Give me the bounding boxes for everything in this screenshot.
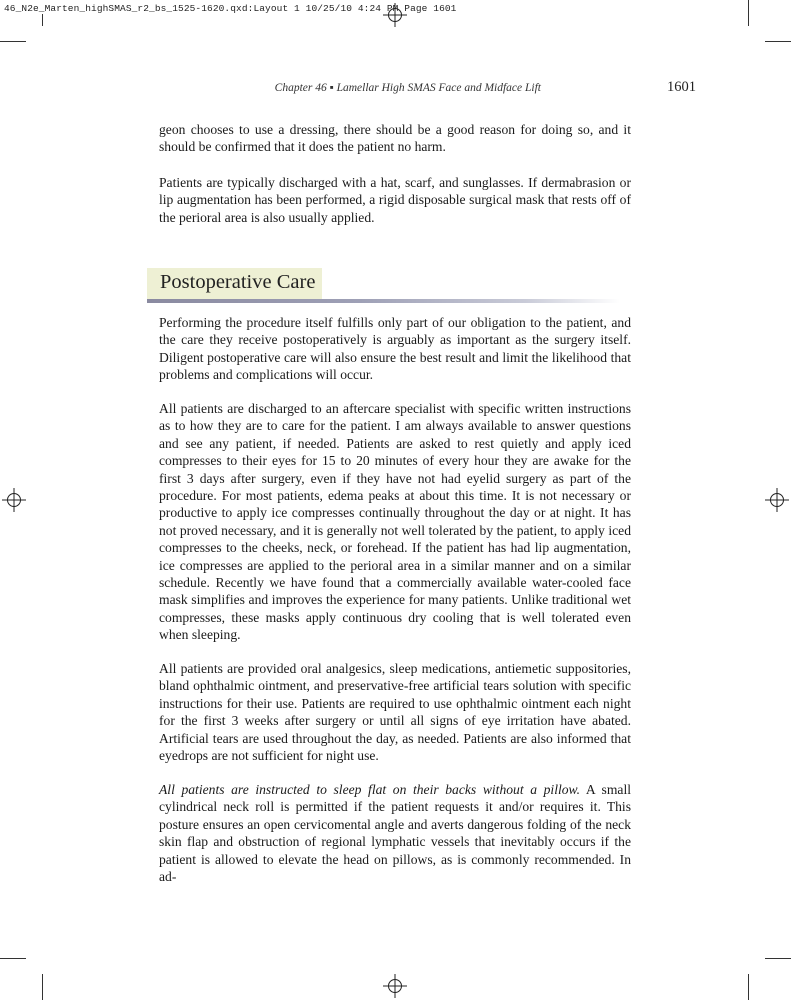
section-heading-rule [147,299,620,303]
registration-mark-right [765,488,789,512]
crop-mark-top-right-vertical [748,0,749,26]
crop-mark-bottom-right-horizontal [765,958,791,959]
paragraph-postoperative-2: All patients are discharged to an aftercare specialist with specific written instructions as to how they are to care for the patient. I am always available to answer questions and see any patient, if needed. Patients are asked to rest quietly and apply iced compresses to their eyes for 15 to 20 minutes of every hour they are awake for the first 3 days after surgery, even if they have not had eyelid surgery as part of the procedure. For most patients, edema peaks at about this time. It is not necessary or productive to apply ice compresses continually throughout the day or at night. It has not proved necessary, and it is generally not well tolerated by the patient, to apply iced compresses to the cheeks, neck, or forehead. If the patient has had lip augmentation, ice compresses are applied to the perioral area in a similar manner and on a similar schedule. Recently we have found that a commercially available water-cooled face mask simplifies and improves the experience for many patients. Unlike traditional wet compresses, these masks apply continuous dry cooling that is well tolerated even when sleeping. [159,401,631,643]
crop-mark-top-left-horizontal [0,41,26,42]
registration-mark-top [383,3,407,27]
italic-instruction: All patients are instructed to sleep flat on their backs without a pillow. [159,782,581,797]
section-heading: Postoperative Care [160,271,316,293]
paragraph-postoperative-4 [159,781,631,885]
paragraph-discharge: Patients are typically discharged with a hat, scarf, and sunglasses. If dermabrasion or lip augmentation has been performed, a rigid disposable surgical mask that rests off of the perioral area is also usually applied. [159,175,631,225]
registration-mark-left [2,488,26,512]
crop-mark-top-left-vertical [42,14,43,26]
paragraph-postoperative-3: All patients are provided oral analgesics, sleep medications, antiemetic suppositories, bland ophthalmic ointment, and preservative-free artificial tears solution with specific instructions for their use. Patients are required to use ophthalmic ointment each night for the first 3 weeks after surgery or until all signs of eye irritation have abated. Artificial tears are used throughout the day, as needed. Patients are also informed that eyedrops are not sufficient for night use. [159,661,631,764]
crop-mark-bottom-left-horizontal [0,958,26,959]
crop-mark-bottom-left-vertical [42,974,43,1000]
registration-mark-bottom [383,974,407,998]
crop-mark-top-right-horizontal [765,41,791,42]
paragraph-continued: geon chooses to use a dressing, there should be a good reason for doing so, and it should be confirmed that it does the patient no harm. [159,122,631,155]
crop-mark-bottom-right-vertical [748,974,749,1000]
paragraph-postoperative-1: Performing the procedure itself fulfills only part of our obligation to the patient, and the care they receive postoperatively is arguably as important as the surgery itself. Diligent postoperative care will also ensure the best result and limit the likelihood that problems and complications will occur. [159,315,631,383]
running-head: Chapter 46 ▪ Lamellar High SMAS Face and Midface Lift [274,82,541,94]
print-slug-line: 46_N2e_Marten_highSMAS_r2_bs_1525-1620.qxd:Layout 1 10/25/10 4:24 PM Page 1601 [4,3,457,14]
paragraph-postoperative-4-rest: A small cylindrical neck roll is permitted if the patient requests it and/or requires it. This posture ensures an open cervicomental angle and averts dangerous folding of the neck skin flap and obstruction of regional lymphatic vessels that inevitably occurs if the patient is allowed to elevate the head on pillows, as is commonly recommended. In ad- [159,782,631,885]
page-number: 1601 [667,79,696,95]
